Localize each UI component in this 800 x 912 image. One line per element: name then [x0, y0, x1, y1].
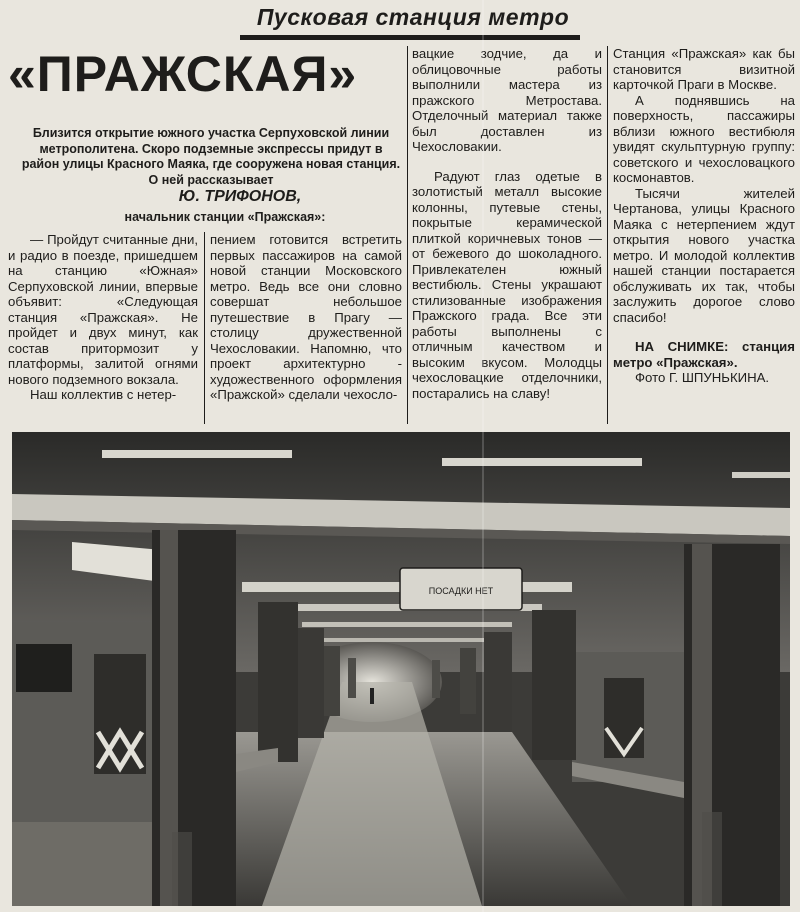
lead-paragraph: Близится открытие южного участка Серпуховской линии метрополитена. Скоро подземные экспрессы придут в район улицы Красного Маяка, где сооружена новая станция. О ней рассказывает [21, 126, 401, 187]
rubric: Пусковая станция метро [256, 4, 570, 30]
column-rule [407, 46, 408, 424]
paragraph: вацкие зодчие, да и облицовочные работы выполнили мастера из пражского Метростава. Отделочный материал также был доставлен из Чехословакии. [412, 46, 602, 154]
paper-fold [482, 0, 484, 912]
rubric-rule [240, 35, 580, 40]
article-column-4 [613, 46, 795, 386]
paragraph: Станция «Пражская» как бы становится визитной карточкой Праги в Москве. [613, 46, 795, 92]
column-rule [204, 232, 205, 424]
article-column-3 [412, 46, 602, 401]
paragraph: — Пройдут считанные дни, и радио в поезде, пришедшем на станцию «Южная» Серпуховской линии, впервые объявит: «Следующая станция «Пражская». Не пройдет и двух минут, как состав притормозит у платформы, залитой огнями нового подземного вокзала. [8, 232, 198, 387]
photo-caption [613, 339, 795, 370]
caption-label: НА СНИМКЕ: [635, 339, 729, 354]
photo-credit: Фото Г. ШПУНЬКИНА. [635, 370, 770, 385]
caption-text: станция метро «Пражская». [613, 339, 795, 370]
author-position: начальник станции «Пражская»: [124, 210, 326, 224]
author-name: Ю. ТРИФОНОВ, [178, 188, 302, 205]
headline: «ПРАЖСКАЯ» [8, 46, 358, 102]
column-rule [607, 46, 608, 424]
station-sign: ПОСАДКИ НЕТ [428, 586, 494, 596]
paragraph: пением готовится встретить первых пассажиров на самой новой станции Московского метро. Ведь все они словно совершат небольшое путешествие в Прагу — столицу дружественной Чехословакии. Напомню, что проект архитектурно - художественного оформления «Пражской» сделали чехосло- [210, 232, 402, 402]
paragraph: Наш коллектив с нетер- [30, 387, 177, 402]
paragraph: Радуют глаз одетые в золотистый металл высокие колонны, путевые стены, покрытые керамической плиткой коричневых тонов — от бежевого до шоколадного. Привлекателен южный вестибюль. Стены украшают стилизованные изображения Пражского града. Все эти работы выполнены с отличным качеством и высоким вкусом. Молодцы чехословацкие отделочники, постарались на славу! [412, 168, 602, 401]
paragraph: Тысячи жителей Чертанова, улицы Красного Маяка с нетерпением ждут открытия нового участка метро. И молодой коллектив нашей станции постарается обслуживать их так, чтобы заслужить дорогое слово спасибо! [613, 185, 795, 325]
article-column-1 [8, 232, 198, 403]
station-photo [12, 432, 790, 906]
paragraph: А поднявшись на поверхность, пассажиры вблизи южного вестибюля увидят скульптурную группу: советского и чехословацкого космонавтов. [613, 92, 795, 185]
article-column-2 [210, 232, 402, 403]
